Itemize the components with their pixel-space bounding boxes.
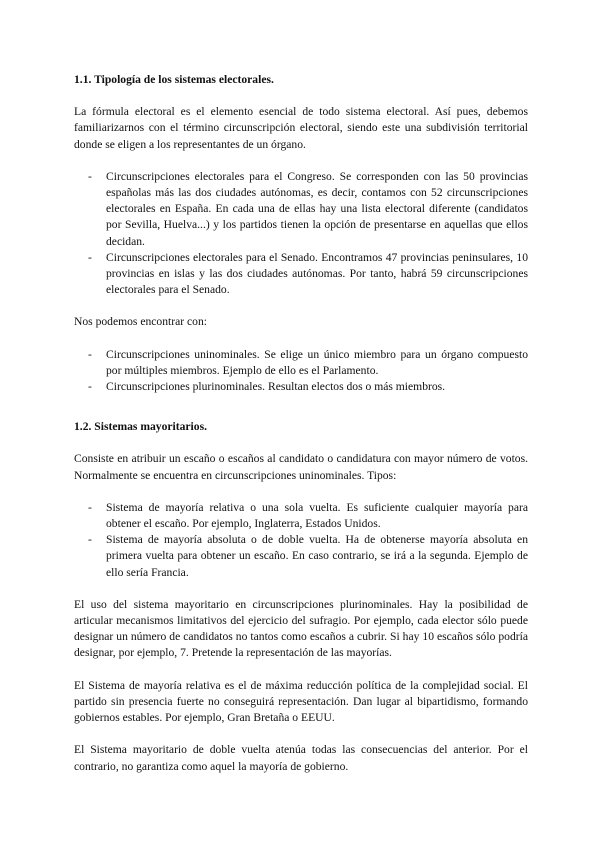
list-item: - Sistema de mayoría relativa o una sola vuelta. Es suficiente cualquier mayoría para obtener el escaño. Por ejemplo, Inglaterra, Estados Unidos. <box>74 500 528 532</box>
list-item: - Circunscripciones electorales para el Congreso. Se corresponden con las 50 provincias españolas más las dos ciudades autónomas, es decir, contamos con 52 circunscripciones electorales en España. En cada una de ellas hay una lista electoral diferente (candidatos por Sevilla, Huelva...) y los partidos tienen la opción de presentarse en aquellas que ellos decidan. <box>74 169 528 250</box>
section-heading-mayoritarios: 1.2. Sistemas mayoritarios. <box>74 420 207 434</box>
list-item: - Circunscripciones plurinominales. Resultan electos dos o más miembros. <box>74 379 528 395</box>
section-heading-tipologia: 1.1. Tipología de los sistemas electorales. <box>74 73 274 86</box>
bullet-list-tipos-mayoria <box>74 500 528 581</box>
list-item: - Circunscripciones uninominales. Se elige un único miembro para un órgano compuesto por múltiples miembros. Ejemplo de ello es el Parlamento. <box>74 347 528 379</box>
paragraph-formula-electoral: La fórmula electoral es el elemento esencial de todo sistema electoral. Así pues, debemos familiarizarnos con el término circunscripción electoral, siendo este una subdivisión territorial donde se eligen a los representantes de un órgano. <box>74 105 528 151</box>
bullet-list-circunscripciones <box>74 169 528 299</box>
paragraph-plurinominales: El uso del sistema mayoritario en circunscripciones plurinominales. Hay la posibilidad de articular mecanismos limitativos del ejercicio del sufragio. Por ejemplo, cada elector sólo puede designar un número de candidatos no tantos como escaños a cubrir. Si hay 10 escaños sólo podría designar, por ejemplo, 7. Pretende la representación de las mayorías. <box>74 597 528 660</box>
bullet-list-tipos-circunscripcion <box>74 347 528 396</box>
paragraph-mayoritarios-intro: Consiste en atribuir un escaño o escaños al candidato o candidatura con mayor número de votos. Normalmente se encuentra en circunscripciones uninominales. Tipos: <box>74 452 528 482</box>
list-item: - Sistema de mayoría absoluta o de doble vuelta. Ha de obtenerse mayoría absoluta en primera vuelta para obtener un escaño. En caso contrario, se irá a la segunda. Ejemplo de ello sería Francia. <box>74 532 528 581</box>
paragraph-mayoria-relativa: El Sistema de mayoría relativa es el de máxima reducción política de la complejidad social. El partido sin presencia fuerte no conseguirá representación. Dan lugar al bipartidismo, formando gobiernos estables. Por ejemplo, Gran Bretaña o EEUU. <box>74 678 528 725</box>
list-item: - Circunscripciones electorales para el Senado. Encontramos 47 provincias peninsulares, 10 provincias en islas y las dos ciudades autónomas. Por tanto, habrá 59 circunscripciones electorales para el Senado. <box>74 250 528 299</box>
paragraph-lead: Nos podemos encontrar con: <box>74 315 207 329</box>
document-page <box>74 64 528 775</box>
paragraph-doble-vuelta: El Sistema mayoritario de doble vuelta atenúa todas las consecuencias del anterior. Por el contrario, no garantiza como aquel la mayoría de gobierno. <box>74 743 528 773</box>
